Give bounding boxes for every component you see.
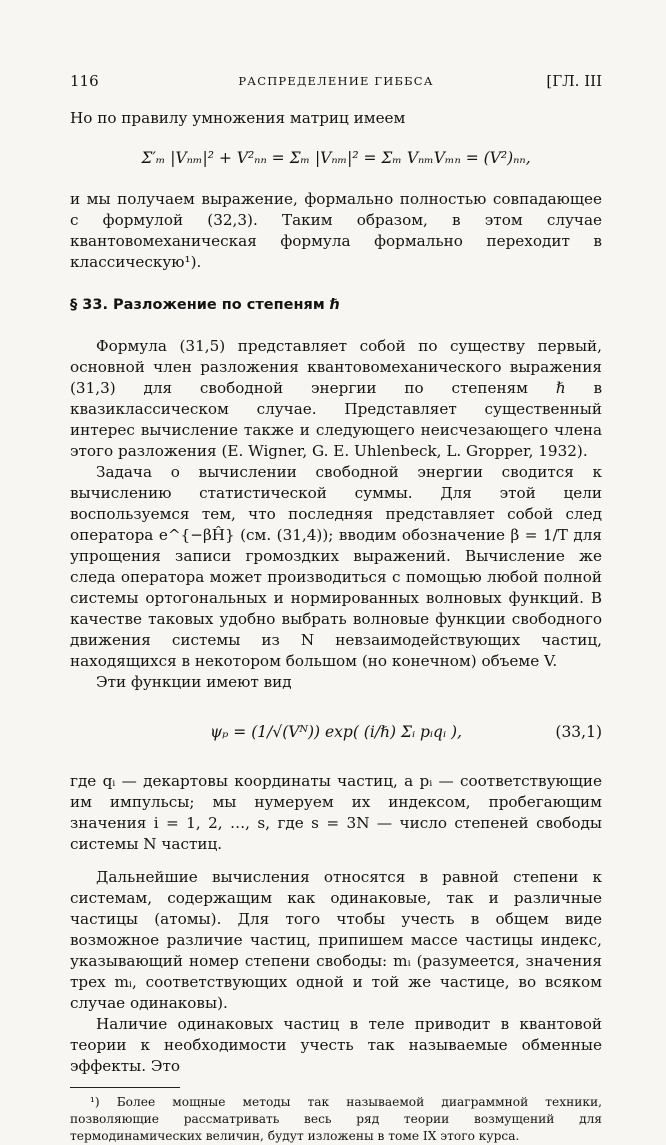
page-number: 116: [70, 72, 99, 90]
running-title: РАСПРЕДЕЛЕНИЕ ГИББСА: [238, 74, 434, 88]
footnote-divider: [70, 1087, 180, 1088]
equation-text: ψₚ = (1/√(Vᴺ)) exp( (i/ℏ) Σᵢ pᵢqᵢ ),: [210, 722, 462, 741]
paragraph: где qᵢ — декартовы координаты частиц, а pᵢ — соответствующие им импульсы; мы нумеруем их индексом, пробегающим значения i = 1, 2, …, s, где s = 3N — число степеней свободы системы N частиц.: [70, 772, 602, 853]
equation: [70, 697, 602, 767]
equation-text: Σ′ₘ |Vₙₘ|² + V²ₙₙ = Σₘ |Vₙₘ|² = Σₘ VₙₘVₘₙ = (V²)ₙₙ,: [141, 148, 531, 167]
paragraph: Эти функции имеют вид: [96, 673, 292, 691]
page-body: [70, 108, 602, 1145]
paragraph: Задача о вычислении свободной энергии сводится к вычислению статистической суммы. Для этой цели воспользуемся тем, что последняя представляет собой след оператора e^{−βĤ} (см. (31,4)); вводим обозначение β = 1/T для упрощения записи громоздких выражений. Вычисление же следа оператора может производиться с помощью любой полной системы ортогональных и нормированных волновых функций. В качестве таковых удобно выбрать волновые функции свободного движения системы из N невзаимодействующих частиц, находящихся в некотором большом (но конечном) объеме V.: [70, 463, 602, 670]
paragraph: Наличие одинаковых частиц в теле приводит в квантовой теории к необходимости учесть так называемые обменные эффекты. Это: [70, 1015, 602, 1075]
footnote: ¹) Более мощные методы так называемой диаграммной техники, позволяющие рассматривать весь ряд теории возмущений для термодинамических величин, будут изложены в томе IX этого курса.: [70, 1095, 602, 1143]
paragraph: и мы получаем выражение, формально полностью совпадающее с формулой (32,3). Таким образом, в этом случае квантовомеханическая формула формально переходит в классическую¹).: [70, 190, 602, 271]
equation-number: (33,1): [555, 722, 602, 741]
page-header: [70, 72, 602, 94]
paragraph: Но по правилу умножения матриц имеем: [70, 109, 406, 127]
paragraph: Формула (31,5) представляет собой по существу первый, основной член разложения квантовомеханического выражения (31,3) для свободной энергии по степеням ℏ в квазиклассическом случае. Представляет существенный интерес вычисление также и следующего неисчезающего члена этого разложения (E. Wigner, G. E. Uhlenbeck, L. Gropper, 1932).: [70, 337, 602, 460]
chapter-label: [ГЛ. III: [546, 72, 602, 90]
paragraph: Дальнейшие вычисления относятся в равной степени к системам, содержащим как одинаковые, так и различные частицы (атомы). Для того чтобы учесть в общем виде возможное различие частиц, припишем массе частицы индекс, указывающий номер степени свободы: mᵢ (разумеется, значения трех mᵢ, соответствующих одной и той же частице, во всяком случае одинаковы).: [70, 868, 602, 1012]
section-heading: § 33. Разложение по степеням ℏ: [70, 297, 341, 313]
equation: [70, 131, 602, 185]
